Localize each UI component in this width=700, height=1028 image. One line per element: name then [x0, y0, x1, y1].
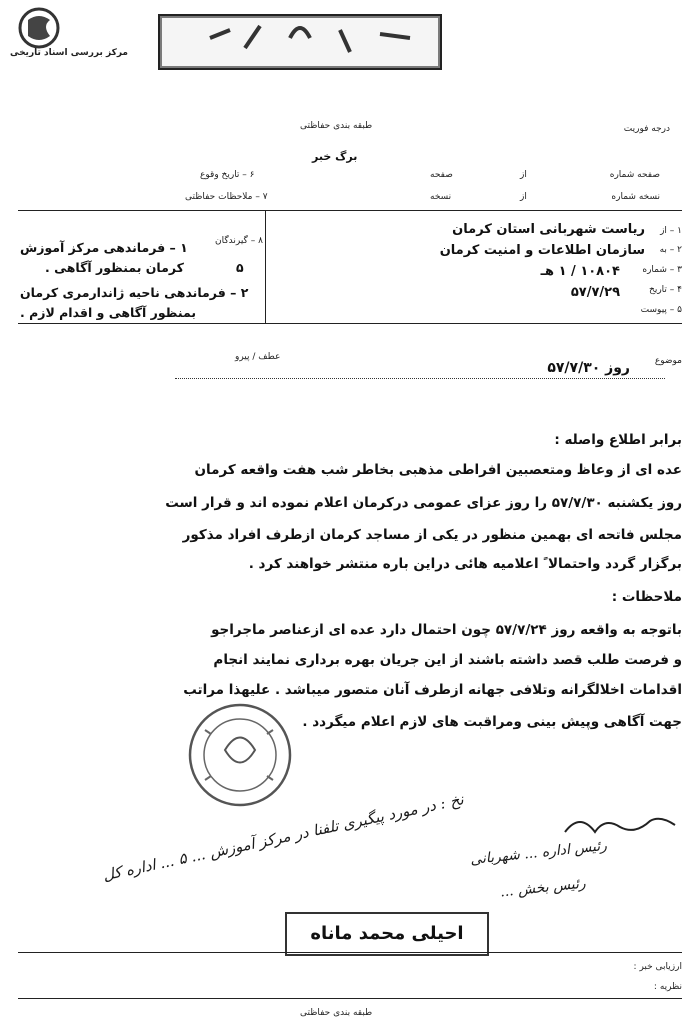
recipients-divider [18, 323, 682, 324]
copy-of-label: از [520, 192, 527, 202]
recipient-1a: ۱ – فرماندهی مرکز آموزش [20, 240, 188, 255]
page-no-label: صفحه شماره [609, 170, 660, 180]
subject-value: روز ۵۷/۷/۳۰ [547, 360, 630, 376]
seal-icon [185, 700, 295, 810]
signature-icon [560, 810, 680, 840]
body-line-1: عده ای از وعاظ ومتعصبین افراطی مذهبی بخاطر شب هفت واقعه کرمان [194, 462, 682, 478]
body-intro: برابر اطلاع واصله : [554, 432, 682, 448]
reference-label: عطف / پیرو [235, 352, 281, 362]
name-stamp-text: احیلی محمد ماناه [310, 923, 464, 944]
sender-line-1: ریاست شهربانی استان کرمان [452, 222, 645, 237]
copy-no-label: نسخه شماره [611, 192, 660, 202]
page-label: صفحه [430, 170, 453, 180]
handwritten-signature-2: رئیس بخش ... [499, 875, 587, 901]
field-6-label: ۶ – تاریخ وقوع [200, 170, 255, 180]
subject-label: موضوع [654, 356, 682, 366]
form-title: برگ خبر [312, 150, 358, 163]
notes-line-2: و فرصت طلب قصد داشته باشند از این جریان بهره برداری نمایند انجام [213, 652, 682, 668]
sender-date: ۵۷/۷/۲۹ [570, 285, 620, 300]
field-3-label: ۳ – شماره [642, 265, 682, 275]
sender-number: ۱۰۸۰۴ / ۱ هـ [540, 264, 620, 279]
opinion-label: نظریه : [653, 982, 682, 992]
urgency-label: درجه فوریت [623, 124, 670, 134]
body-line-4: برگزار گردد واحتمالا ً اعلامیه هائی دراین باره منتشر خواهند کرد . [248, 556, 682, 572]
footer-divider [18, 952, 682, 953]
subject-underline [175, 378, 665, 379]
recipient-2a: ۲ – فرماندهی ناحیه ژاندارمری کرمان [20, 285, 249, 300]
field-1-label: ۱ – از [660, 226, 682, 236]
recipient-1b: کرمان بمنظور آگاهی . [45, 260, 184, 275]
signature-scribble [560, 810, 680, 840]
center-logo-icon [4, 6, 134, 50]
recipient-1-number: ۵ [236, 260, 244, 275]
field-2-label: ۲ – به [659, 245, 682, 255]
footer-bottom-line [18, 998, 682, 999]
handwritten-signature-1: رئیس اداره ... شهربانی [469, 837, 608, 869]
name-stamp [285, 912, 489, 956]
classification-top: طبقه بندی حفاظتی [300, 121, 373, 131]
field-8-label: ۸ – گیرندگان [215, 236, 263, 246]
page-of-label: از [520, 170, 527, 180]
field-5-label: ۵ – پیوست [640, 305, 682, 315]
notes-line-3: اقدامات اخلالگرانه وتلافی جهانه ازطرف آنان متصور میباشد . علیهذا مراتب [183, 682, 682, 698]
field-4-label: ۴ – تاریخ [649, 285, 682, 295]
sender-line-2: سازمان اطلاعات و امنیت کرمان [439, 243, 645, 258]
handwritten-note: نخ : در مورد پیگیری تلفنا در مرکز آموزش ... ۵ ... اداره کل [101, 790, 466, 885]
body-line-3: مجلس فاتحه ای بهمین منظور در یکی از مساجد کرمان ازطرف افراد مذکور [182, 527, 682, 543]
notes-label: ملاحظات : [611, 589, 682, 605]
official-seal [185, 700, 295, 810]
notes-line-4: جهت آگاهی وپیش بینی ومراقبت های لازم اعلام میگردد . [302, 714, 682, 730]
column-divider [265, 210, 266, 323]
body-line-2: روز یکشنبه ۵۷/۷/۳۰ را روز عزای عمومی درکرمان اعلام نموده اند و قرار است [165, 495, 682, 511]
field-7-label: ۷ – ملاحظات حفاظتی [185, 192, 268, 202]
recipient-2b: بمنظور آگاهی و اقدام لازم . [20, 305, 197, 320]
header-divider [18, 210, 682, 211]
top-stamp [150, 8, 450, 78]
center-logo [4, 6, 134, 66]
evaluation-label: ارزیابی خبر : [633, 962, 682, 972]
copy-label: نسخه [430, 192, 452, 202]
notes-line-1: باتوجه به واقعه روز ۵۷/۷/۲۴ چون احتمال دارد عده ای ازعناصر ماجراجو [211, 622, 682, 638]
classification-bottom: طبقه بندی حفاظتی [300, 1008, 373, 1018]
logo-text: مرکز بررسی اسناد تاریخی [9, 48, 129, 58]
